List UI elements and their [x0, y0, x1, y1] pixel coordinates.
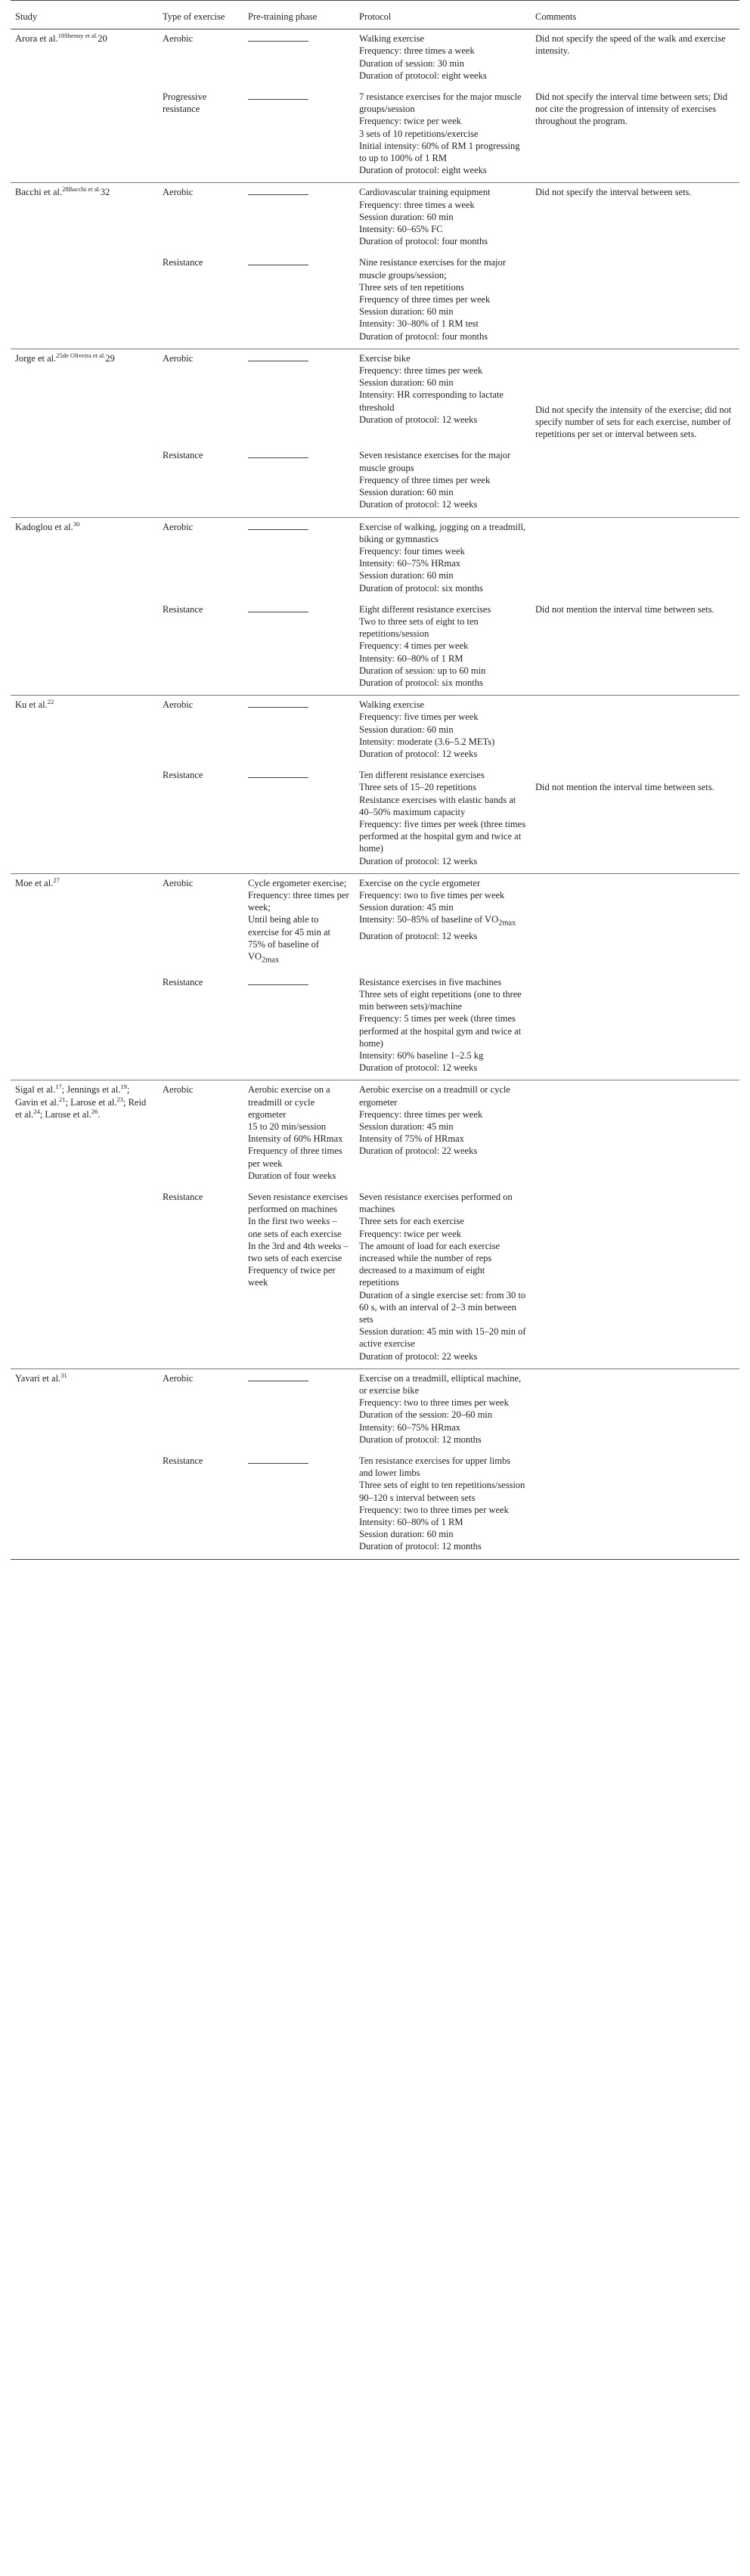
- table-row: [11, 973, 739, 1080]
- pre-training-cell: [243, 1080, 355, 1188]
- study-citation-ref: 30: [73, 519, 80, 528]
- protocol-line: Duration of protocol: 12 weeks: [359, 1062, 478, 1074]
- protocol-line: Frequency: three times a week: [359, 45, 475, 57]
- exercise-type: Resistance: [163, 450, 203, 461]
- blank-line: [248, 700, 308, 708]
- protocol-line: Aerobic exercise on a treadmill or cycle ergometer: [359, 1084, 510, 1108]
- exercise-type-cell: [158, 1369, 243, 1452]
- blank-line: [248, 522, 308, 530]
- header-pre-training: Pre-training phase: [243, 1, 355, 29]
- study-citation-text: ; Larose et al.: [39, 1108, 91, 1120]
- pre-training-cell: [243, 349, 355, 446]
- study-citation-text: Kadoglou et al.: [15, 521, 73, 532]
- table-row: [11, 873, 739, 972]
- comment-text: Did not mention the interval time between sets.: [535, 782, 714, 793]
- protocol-line: Duration of protocol: four months: [359, 330, 488, 342]
- protocol-line: Exercise bike: [359, 352, 411, 364]
- protocol-line: Session duration: 45 min with 15–20 min of active exercise: [359, 1326, 526, 1350]
- exercise-type: Resistance: [163, 1191, 203, 1202]
- protocol-line: Intensity of 75% of HRmax: [359, 1133, 464, 1145]
- protocol-cell: [355, 600, 531, 696]
- study-cell: [11, 1080, 158, 1188]
- protocol-line: Duration of protocol: 12 weeks: [359, 855, 478, 866]
- protocol-cell: [355, 696, 531, 767]
- blank-line: [248, 770, 308, 778]
- protocol-line: Session duration: 60 min: [359, 377, 454, 389]
- comments-cell: [531, 1188, 739, 1369]
- exercise-type-cell: [158, 600, 243, 696]
- blank-line: [248, 34, 308, 42]
- protocol-line: Duration of protocol: six months: [359, 582, 483, 594]
- pre-training-line: Aerobic exercise on a treadmill or cycle ergometer: [248, 1084, 330, 1120]
- study-citation-text: ; Jennings et al.: [61, 1084, 121, 1096]
- study-cell: [11, 349, 158, 446]
- protocol-line: Session duration: 45 min: [359, 1121, 454, 1132]
- blank-line: [248, 978, 308, 985]
- study-citation-text: Moe et al.: [15, 877, 54, 888]
- comments-cell: [531, 1080, 739, 1188]
- comments-cell: [531, 183, 739, 254]
- protocol-line: Frequency of three times per week: [359, 294, 491, 305]
- exercise-type-cell: [158, 766, 243, 873]
- pre-training-line: Frequency of three times per week: [248, 1145, 342, 1169]
- protocol-cell: [355, 88, 531, 183]
- protocol-line: Frequency: twice per week: [359, 116, 462, 127]
- study-cell: [11, 1188, 158, 1369]
- table-row: [11, 1452, 739, 1559]
- comments-cell: [531, 973, 739, 1080]
- exercise-type-cell: [158, 1080, 243, 1188]
- exercise-type: Aerobic: [163, 352, 194, 364]
- exercise-type-cell: [158, 29, 243, 88]
- blank-line: [248, 188, 308, 195]
- pre-training-cell: [243, 1369, 355, 1452]
- protocol-cell: [355, 873, 531, 972]
- protocol-line: Intensity: HR corresponding to lactate threshold: [359, 389, 504, 413]
- protocol-line: Ten different resistance exercises: [359, 770, 485, 781]
- protocol-cell: [355, 1369, 531, 1452]
- table-row: [11, 349, 739, 446]
- pre-training-line: Frequency of twice per week: [248, 1265, 336, 1288]
- exercise-type: Resistance: [163, 603, 203, 615]
- protocol-line: Intensity: 60–75% HRmax: [359, 558, 461, 569]
- exercise-type: Aerobic: [163, 187, 194, 198]
- study-cell: [11, 600, 158, 696]
- study-citation-ref: 19: [120, 1083, 127, 1091]
- study-citation-ref: 18: [57, 32, 65, 40]
- blank-line: [248, 451, 308, 458]
- study-cell: [11, 973, 158, 1080]
- comments-cell: [531, 1452, 739, 1559]
- protocol-line: 7 resistance exercises for the major muscle groups/session: [359, 91, 522, 115]
- study-citation-ref: 17: [55, 1083, 62, 1091]
- exercise-type: Aerobic: [163, 877, 194, 888]
- table-row: [11, 253, 739, 349]
- comments-cell: [531, 696, 739, 767]
- study-citation-text: Bacchi et al.: [15, 187, 63, 198]
- exercise-type: Resistance: [163, 1455, 203, 1467]
- protocol-line: Walking exercise: [359, 699, 425, 711]
- header-study: Study: [11, 1, 158, 29]
- pre-training-cell: [243, 766, 355, 873]
- exercise-type-cell: [158, 183, 243, 254]
- study-cell: [11, 696, 158, 767]
- exercise-type: Progressive resistance: [163, 91, 207, 115]
- comments-cell: [531, 1369, 739, 1452]
- exercise-type: Aerobic: [163, 1372, 194, 1384]
- study-citation-text: ; Gavin et al.: [15, 1084, 130, 1108]
- exercise-type-cell: [158, 1452, 243, 1559]
- protocol-line: Resistance exercises with elastic bands at 40–50% maximum capacity: [359, 794, 516, 817]
- protocol-line: Duration of protocol: 12 months: [359, 1434, 482, 1445]
- table-row: [11, 1369, 739, 1452]
- protocol-line: Duration of the session: 20–60 min: [359, 1409, 493, 1421]
- table-row: [11, 517, 739, 600]
- pre-training-line: Duration of four weeks: [248, 1170, 336, 1181]
- protocol-line: Intensity: 50–85% of baseline of $VO_{2max}$: [359, 914, 516, 928]
- pre-training-cell: [243, 873, 355, 972]
- exercise-type-cell: [158, 446, 243, 517]
- protocol-cell: [355, 973, 531, 1080]
- pre-training-line: Cycle ergometer exercise;: [248, 877, 347, 888]
- protocol-line: Three sets for each exercise: [359, 1216, 464, 1227]
- protocol-line: Session duration: 60 min: [359, 570, 454, 581]
- protocol-line: Seven resistance exercises performed on machines: [359, 1191, 513, 1215]
- comment-text: Did not specify the interval time between sets; Did not cite the progression of intensity of exercises throughout the program.: [535, 91, 728, 127]
- header-comments: Comments: [531, 1, 739, 29]
- exercise-type: Resistance: [163, 770, 203, 781]
- study-cell: [11, 766, 158, 873]
- protocol-line: Intensity: 60–65% FC: [359, 224, 443, 235]
- table-row: [11, 88, 739, 183]
- exercise-protocol-table: [11, 0, 739, 1560]
- protocol-line: Frequency: 4 times per week: [359, 640, 469, 652]
- protocol-line: Ten resistance exercises for upper limbs and lower limbs: [359, 1455, 511, 1479]
- study-citation-ref: Bacchi et al.: [68, 185, 101, 194]
- protocol-line: Duration of protocol: 12 weeks: [359, 931, 478, 942]
- pre-training-cell: [243, 29, 355, 88]
- exercise-type: Resistance: [163, 257, 203, 268]
- exercise-type-cell: [158, 517, 243, 600]
- protocol-line: Duration of protocol: 12 weeks: [359, 499, 478, 510]
- protocol-line: Session duration: 60 min: [359, 1529, 454, 1540]
- study-citation-ref: 26: [91, 1107, 98, 1115]
- header-protocol: Protocol: [355, 1, 531, 29]
- study-citation-ref: de Oliveira et al.: [62, 351, 106, 359]
- protocol-line: Frequency of three times per week: [359, 474, 491, 485]
- comments-cell: [531, 253, 739, 349]
- comments-cell: [531, 446, 739, 517]
- study-citation-text: Arora et al.: [15, 33, 58, 45]
- blank-line: [248, 1456, 308, 1464]
- study-citation-text: ; Larose et al.: [65, 1096, 117, 1108]
- exercise-type: Aerobic: [163, 699, 194, 711]
- study-citation-ref: 24: [33, 1107, 40, 1115]
- protocol-cell: [355, 183, 531, 254]
- protocol-line: Three sets of ten repetitions: [359, 281, 464, 293]
- comments-cell: [531, 517, 739, 600]
- pre-training-cell: [243, 517, 355, 600]
- study-citation-ref: 22: [47, 697, 54, 705]
- study-citation-text: 20: [98, 33, 107, 45]
- study-citation-text: ; Reid et al.: [15, 1096, 147, 1120]
- exercise-type-cell: [158, 696, 243, 767]
- protocol-line: Nine resistance exercises for the major muscle groups/session;: [359, 257, 507, 281]
- protocol-cell: [355, 29, 531, 88]
- protocol-line: Seven resistance exercises for the major muscle groups: [359, 450, 511, 473]
- exercise-type-cell: [158, 349, 243, 446]
- comments-cell: [531, 873, 739, 972]
- protocol-line: Duration of session: 30 min: [359, 57, 464, 69]
- exercise-type-cell: [158, 253, 243, 349]
- comment-text: Did not specify the interval between sets.: [535, 187, 692, 198]
- exercise-type-cell: [158, 1188, 243, 1369]
- protocol-cell: [355, 766, 531, 873]
- pre-training-cell: [243, 183, 355, 254]
- pre-training-cell: [243, 1452, 355, 1559]
- comment-text: Did not specify the intensity of the exercise; did not specify number of sets for each exercise, number of repetitions per set or interval between sets.: [535, 404, 732, 440]
- pre-training-cell: [243, 1188, 355, 1369]
- study-cell: [11, 873, 158, 972]
- comments-cell: [531, 88, 739, 183]
- protocol-line: Exercise on a treadmill, elliptical machine, or exercise bike: [359, 1372, 522, 1396]
- protocol-cell: [355, 253, 531, 349]
- protocol-line: Session duration: 60 min: [359, 211, 454, 222]
- protocol-line: Duration of protocol: four months: [359, 236, 488, 247]
- study-citation-ref: 23: [116, 1095, 123, 1103]
- blank-line: [248, 258, 308, 265]
- protocol-line: 90–120 s interval between sets: [359, 1492, 476, 1503]
- protocol-line: Duration of protocol: 22 weeks: [359, 1350, 478, 1362]
- exercise-type-cell: [158, 973, 243, 1080]
- study-citation-ref: 28: [62, 185, 69, 194]
- exercise-type: Aerobic: [163, 33, 194, 45]
- table-row: [11, 183, 739, 254]
- comments-cell: [531, 600, 739, 696]
- study-citation-ref: 27: [53, 876, 60, 884]
- pre-training-cell: [243, 446, 355, 517]
- protocol-line: Exercise of walking, jogging on a treadmill, biking or gymnastics: [359, 521, 526, 544]
- protocol-line: Intensity: 30–80% of 1 RM test: [359, 318, 479, 330]
- exercise-type-cell: [158, 873, 243, 972]
- vo2max-subscript: 2max: [498, 919, 516, 928]
- exercise-type-cell: [158, 88, 243, 183]
- protocol-line: Three sets of eight to ten repetitions/session: [359, 1480, 525, 1491]
- protocol-line: The amount of load for each exercise increased while the number of reps decreased to a maximum of eight repetitions: [359, 1240, 501, 1288]
- protocol-line: Frequency: 5 times per week (three times performed at the hospital gym and twice at home): [359, 1013, 522, 1049]
- study-citation-text: Ku et al.: [15, 699, 48, 711]
- table-row: [11, 446, 739, 517]
- study-citation-text: 32: [100, 187, 110, 198]
- table-row: [11, 29, 739, 88]
- blank-line: [248, 92, 308, 100]
- protocol-line: Initial intensity: 60% of RM 1 progressing to up to 100% of 1 RM: [359, 140, 520, 164]
- table-body: [11, 29, 739, 1559]
- protocol-line: Frequency: two to five times per week: [359, 889, 505, 901]
- protocol-cell: [355, 349, 531, 446]
- pre-training-line: In the first two weeks – one sets of each exercise: [248, 1216, 342, 1239]
- table-row: [11, 766, 739, 873]
- study-cell: [11, 183, 158, 254]
- blank-line: [248, 605, 308, 612]
- study-citation-ref: Shenoy et al.: [64, 32, 98, 40]
- exercise-type: Resistance: [163, 976, 203, 987]
- protocol-line: Frequency: five times per week (three times performed at the hospital gym and twice at home): [359, 818, 526, 854]
- study-cell: [11, 1452, 158, 1559]
- protocol-line: Session duration: 45 min: [359, 902, 454, 913]
- table-row: [11, 1080, 739, 1188]
- study-cell: [11, 446, 158, 517]
- protocol-line: Frequency: twice per week: [359, 1228, 462, 1239]
- protocol-line: Two to three sets of eight to ten repetitions/session: [359, 615, 479, 640]
- protocol-cell: [355, 1188, 531, 1369]
- pre-training-cell: [243, 600, 355, 696]
- blank-line: [248, 1374, 308, 1381]
- protocol-line: Session duration: 60 min: [359, 487, 454, 498]
- protocol-line: Frequency: three times a week: [359, 199, 475, 210]
- protocol-line: 3 sets of 10 repetitions/exercise: [359, 128, 479, 139]
- protocol-line: Cardiovascular training equipment: [359, 187, 491, 198]
- protocol-line: Session duration: 60 min: [359, 306, 454, 318]
- pre-training-line: In the 3rd and 4th weeks – two sets of each exercise: [248, 1240, 349, 1263]
- table-row: [11, 696, 739, 767]
- protocol-line: Frequency: five times per week: [359, 711, 479, 723]
- protocol-line: Frequency: four times week: [359, 545, 465, 556]
- pre-training-line: Intensity of 60% HRmax: [248, 1133, 343, 1145]
- protocol-line: Intensity: 60–80% of 1 RM: [359, 1517, 463, 1528]
- table-row: [11, 1188, 739, 1369]
- comments-cell: [531, 766, 739, 873]
- study-citation-ref: 25: [56, 351, 63, 359]
- study-citation-text: Yavari et al.: [15, 1372, 61, 1384]
- protocol-line: Duration of protocol: 12 weeks: [359, 748, 478, 759]
- pre-training-line: Until being able to exercise for 45 min at 75% of baseline of $VO_{2max}$: [248, 914, 330, 965]
- pre-training-line: Frequency: three times per week;: [248, 889, 349, 913]
- pre-training-cell: [243, 696, 355, 767]
- protocol-line: Duration of protocol: eight weeks: [359, 165, 487, 176]
- comment-text: Did not mention the interval time between sets.: [535, 603, 714, 615]
- protocol-line: Three sets of 15–20 repetitions: [359, 782, 476, 793]
- study-citation-ref: 31: [60, 1371, 67, 1379]
- protocol-line: Intensity: 60–75% HRmax: [359, 1421, 461, 1433]
- protocol-line: Walking exercise: [359, 33, 425, 45]
- protocol-cell: [355, 1080, 531, 1188]
- study-citation-ref: 21: [58, 1095, 66, 1103]
- protocol-line: Duration of protocol: 12 months: [359, 1541, 482, 1552]
- study-citation-text: Sigal et al.: [15, 1084, 56, 1096]
- pre-training-line: Seven resistance exercises performed on machines: [248, 1191, 348, 1215]
- protocol-line: Frequency: two to three times per week: [359, 1504, 509, 1515]
- study-citation-text: .: [98, 1108, 101, 1120]
- protocol-line: Three sets of eight repetitions (one to three min between sets)/machine: [359, 988, 522, 1012]
- protocol-cell: [355, 446, 531, 517]
- protocol-line: Exercise on the cycle ergometer: [359, 877, 481, 888]
- study-cell: [11, 253, 158, 349]
- protocol-line: Session duration: 60 min: [359, 724, 454, 735]
- header-type: Type of exercise: [158, 1, 243, 29]
- protocol-line: Resistance exercises in five machines: [359, 976, 502, 987]
- table-row: [11, 600, 739, 696]
- protocol-line: Duration of protocol: six months: [359, 677, 483, 688]
- vo2max-subscript: 2max: [262, 956, 280, 965]
- study-cell: [11, 88, 158, 183]
- study-cell: [11, 517, 158, 600]
- exercise-type: Aerobic: [163, 521, 194, 532]
- protocol-line: Duration of session: up to 60 min: [359, 665, 486, 676]
- pre-training-cell: [243, 973, 355, 1080]
- pre-training-cell: [243, 253, 355, 349]
- exercise-type: Aerobic: [163, 1084, 194, 1096]
- comments-cell: [531, 349, 739, 446]
- comment-text: Did not specify the speed of the walk and exercise intensity.: [535, 33, 726, 57]
- protocol-line: Eight different resistance exercises: [359, 603, 491, 615]
- protocol-line: Duration of protocol: 22 weeks: [359, 1145, 478, 1157]
- protocol-line: Frequency: three times per week: [359, 365, 483, 377]
- study-cell: [11, 1369, 158, 1452]
- protocol-cell: [355, 517, 531, 600]
- study-citation-text: 29: [105, 352, 115, 364]
- protocol-line: Duration of protocol: eight weeks: [359, 70, 487, 81]
- table-header: [11, 1, 739, 29]
- pre-training-line: 15 to 20 min/session: [248, 1121, 327, 1132]
- protocol-line: Frequency: three times per week: [359, 1108, 483, 1120]
- study-cell: [11, 29, 158, 88]
- table-page: [11, 0, 739, 1560]
- protocol-line: Duration of protocol: 12 weeks: [359, 414, 478, 425]
- protocol-line: Intensity: 60% baseline 1–2.5 kg: [359, 1049, 484, 1061]
- protocol-cell: [355, 1452, 531, 1559]
- protocol-line: Duration of a single exercise set: from 30 to 60 s, with an interval of 2–3 min between sets: [359, 1289, 526, 1325]
- study-citation-text: Jorge et al.: [15, 352, 57, 364]
- blank-line: [248, 354, 308, 361]
- protocol-line: Frequency: two to three times per week: [359, 1397, 509, 1409]
- protocol-line: Intensity: moderate (3.6–5.2 METs): [359, 736, 495, 747]
- protocol-line: Intensity: 60–80% of 1 RM: [359, 653, 463, 664]
- comments-cell: [531, 29, 739, 88]
- pre-training-cell: [243, 88, 355, 183]
